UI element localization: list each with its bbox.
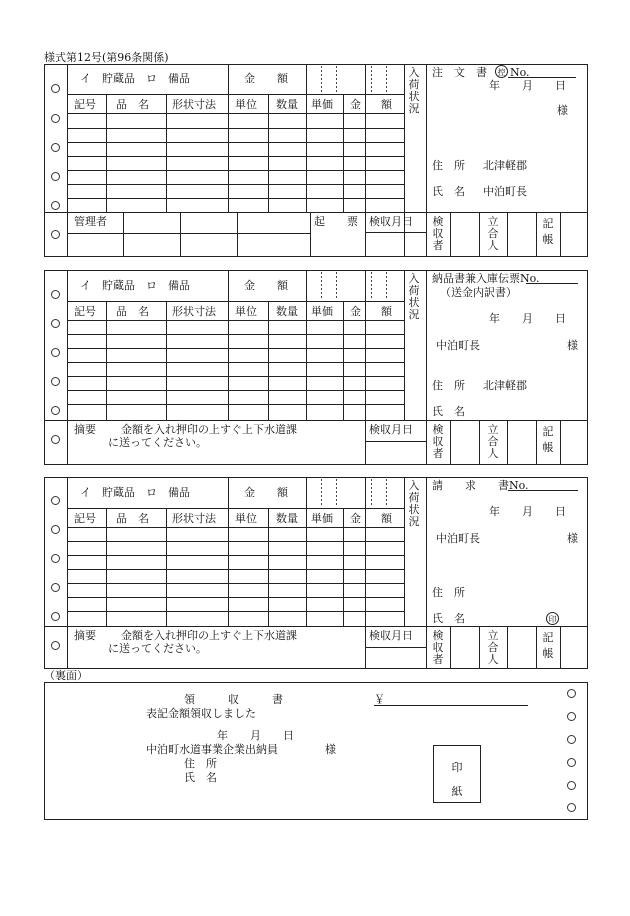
back-label: （裏面） [44, 669, 88, 682]
delivery-address-label: 住 所 [432, 379, 465, 392]
punch-hole [51, 319, 60, 328]
arrival-status: 入荷状況 [408, 66, 420, 115]
col-gaku: 額 [381, 305, 392, 318]
punch-hole [51, 230, 60, 239]
ledger-label: 記帳 [542, 217, 554, 246]
summary-text-2: に送ってください。 [108, 642, 207, 655]
receipt-sama: 様 [325, 743, 336, 756]
ledger-label: 記帳 [542, 631, 554, 660]
order-address-value: 北津軽郡 [483, 159, 527, 172]
invoice-recipient: 中泊町長 [436, 532, 480, 545]
ledger-label: 記帳 [542, 425, 554, 454]
delivery-subtitle: （送金内訳書） [440, 286, 517, 299]
summary-text-2: に送ってください。 [108, 436, 207, 449]
col-code: 記号 [74, 305, 96, 318]
witness-label: 立合人 [487, 423, 499, 460]
order-date: 年 月 日 [489, 79, 566, 92]
receipt-date: 年 月 日 [217, 729, 294, 742]
col-unit-price: 単価 [311, 98, 333, 111]
receipt-title: 領 収 書 [184, 693, 283, 706]
punch-hole [567, 689, 576, 698]
col-gaku: 額 [381, 512, 392, 525]
inspector-label: 検収者 [432, 215, 444, 252]
summary-text-1: 金額を入れ押印の上すぐ上下水道課 [121, 629, 297, 642]
punch-hole [51, 583, 60, 592]
item-type-header: イ 貯蔵品 ロ 備品 [80, 486, 190, 499]
punch-hole [51, 525, 60, 534]
form-number: 様式第12号(第96条関係) [44, 51, 169, 64]
col-qty: 数量 [276, 98, 298, 111]
summary-label: 摘要 [74, 629, 96, 642]
invoice-name-label: 氏 名 [432, 612, 465, 625]
delivery-date: 年 月 日 [489, 312, 566, 325]
punch-hole [567, 758, 576, 767]
order-no-line [508, 77, 576, 78]
invoice-address-label: 住 所 [432, 586, 465, 599]
col-shape: 形状寸法 [172, 305, 216, 318]
punch-hole [51, 172, 60, 181]
amount-header: 金 額 [244, 72, 288, 85]
order-no-label: No. [510, 66, 530, 79]
receipt-address-label: 住 所 [184, 757, 217, 770]
punch-hole [567, 712, 576, 721]
order-name-value: 中泊町長 [483, 185, 527, 198]
punch-hole [567, 781, 576, 790]
punch-hole [51, 143, 60, 152]
invoice-sama: 様 [567, 532, 578, 545]
inspector-label: 検収者 [432, 629, 444, 666]
order-title: 注 文 書 [432, 66, 487, 79]
col-name: 品 名 [116, 305, 149, 318]
col-shape: 形状寸法 [172, 98, 216, 111]
summary-text-1: 金額を入れ押印の上すぐ上下水道課 [121, 423, 297, 436]
delivery-name-label: 氏 名 [432, 405, 465, 418]
witness-label: 立合人 [487, 629, 499, 666]
order-address-label: 住 所 [432, 159, 465, 172]
punch-hole [51, 406, 60, 415]
punch-hole [567, 735, 576, 744]
col-shape: 形状寸法 [172, 512, 216, 525]
amount-line [374, 705, 528, 706]
manager-label: 管理者 [74, 215, 107, 228]
col-qty: 数量 [276, 512, 298, 525]
punch-hole [51, 435, 60, 444]
invoice-title: 請 求 書No. [432, 479, 529, 492]
punch-hole [51, 348, 60, 357]
arrival-status: 入荷状況 [408, 479, 420, 528]
col-unit: 単位 [235, 98, 257, 111]
col-code: 記号 [74, 98, 96, 111]
col-name: 品 名 [116, 512, 149, 525]
punch-hole [51, 290, 60, 299]
inspector-label: 検収者 [432, 423, 444, 460]
delivery-sama: 様 [567, 339, 578, 352]
order-name-label: 氏 名 [432, 185, 465, 198]
col-kin: 金 [350, 512, 361, 525]
punch-hole [51, 84, 60, 93]
col-code: 記号 [74, 512, 96, 525]
col-name: 品 名 [116, 98, 149, 111]
delivery-address-value: 北津軽郡 [483, 379, 527, 392]
inspect-date-label: 検収月日 [369, 423, 413, 436]
amount-header: 金 額 [244, 279, 288, 292]
col-unit-price: 単価 [311, 305, 333, 318]
delivery-title: 納品書兼入庫伝票No. [432, 272, 540, 285]
punch-hole [51, 201, 60, 210]
official-name: 中泊町水道事業企業出納員 [146, 743, 278, 756]
seal-stamp: 印 [546, 612, 559, 625]
item-type-header: イ 貯蔵品 ロ 備品 [80, 279, 190, 292]
received-text: 表記金額領収しました [146, 707, 256, 720]
col-kin: 金 [350, 305, 361, 318]
col-kin: 金 [350, 98, 361, 111]
summary-label: 摘要 [74, 423, 96, 436]
punch-hole [51, 496, 60, 505]
witness-label: 立合人 [487, 215, 499, 252]
delivery-recipient: 中泊町長 [436, 339, 480, 352]
kihyo-label: 起 票 [314, 215, 358, 228]
col-qty: 数量 [276, 305, 298, 318]
col-unit: 単位 [235, 512, 257, 525]
col-gaku: 額 [381, 98, 392, 111]
punch-hole [567, 803, 576, 812]
inspect-date-label: 検収月日 [369, 629, 413, 642]
invoice-date: 年 月 日 [489, 505, 566, 518]
col-unit: 単位 [235, 305, 257, 318]
invoice-no-line [508, 490, 578, 491]
inspect-date-label: 検収月日 [369, 215, 413, 228]
punch-hole [51, 377, 60, 386]
amount-header: 金 額 [244, 486, 288, 499]
order-sama: 様 [557, 104, 568, 117]
copy-stamp: 控 [495, 65, 508, 78]
delivery-no-line [526, 283, 578, 284]
punch-hole [51, 641, 60, 650]
punch-hole [51, 114, 60, 123]
punch-hole [51, 612, 60, 621]
col-unit-price: 単価 [311, 512, 333, 525]
punch-hole [51, 554, 60, 563]
item-type-header: イ 貯蔵品 ロ 備品 [80, 72, 190, 85]
arrival-status: 入荷状況 [408, 272, 420, 321]
receipt-name-label: 氏 名 [184, 771, 217, 784]
revenue-stamp-label: 印紙 [451, 761, 463, 798]
yen-mark: ￥ [374, 693, 385, 706]
